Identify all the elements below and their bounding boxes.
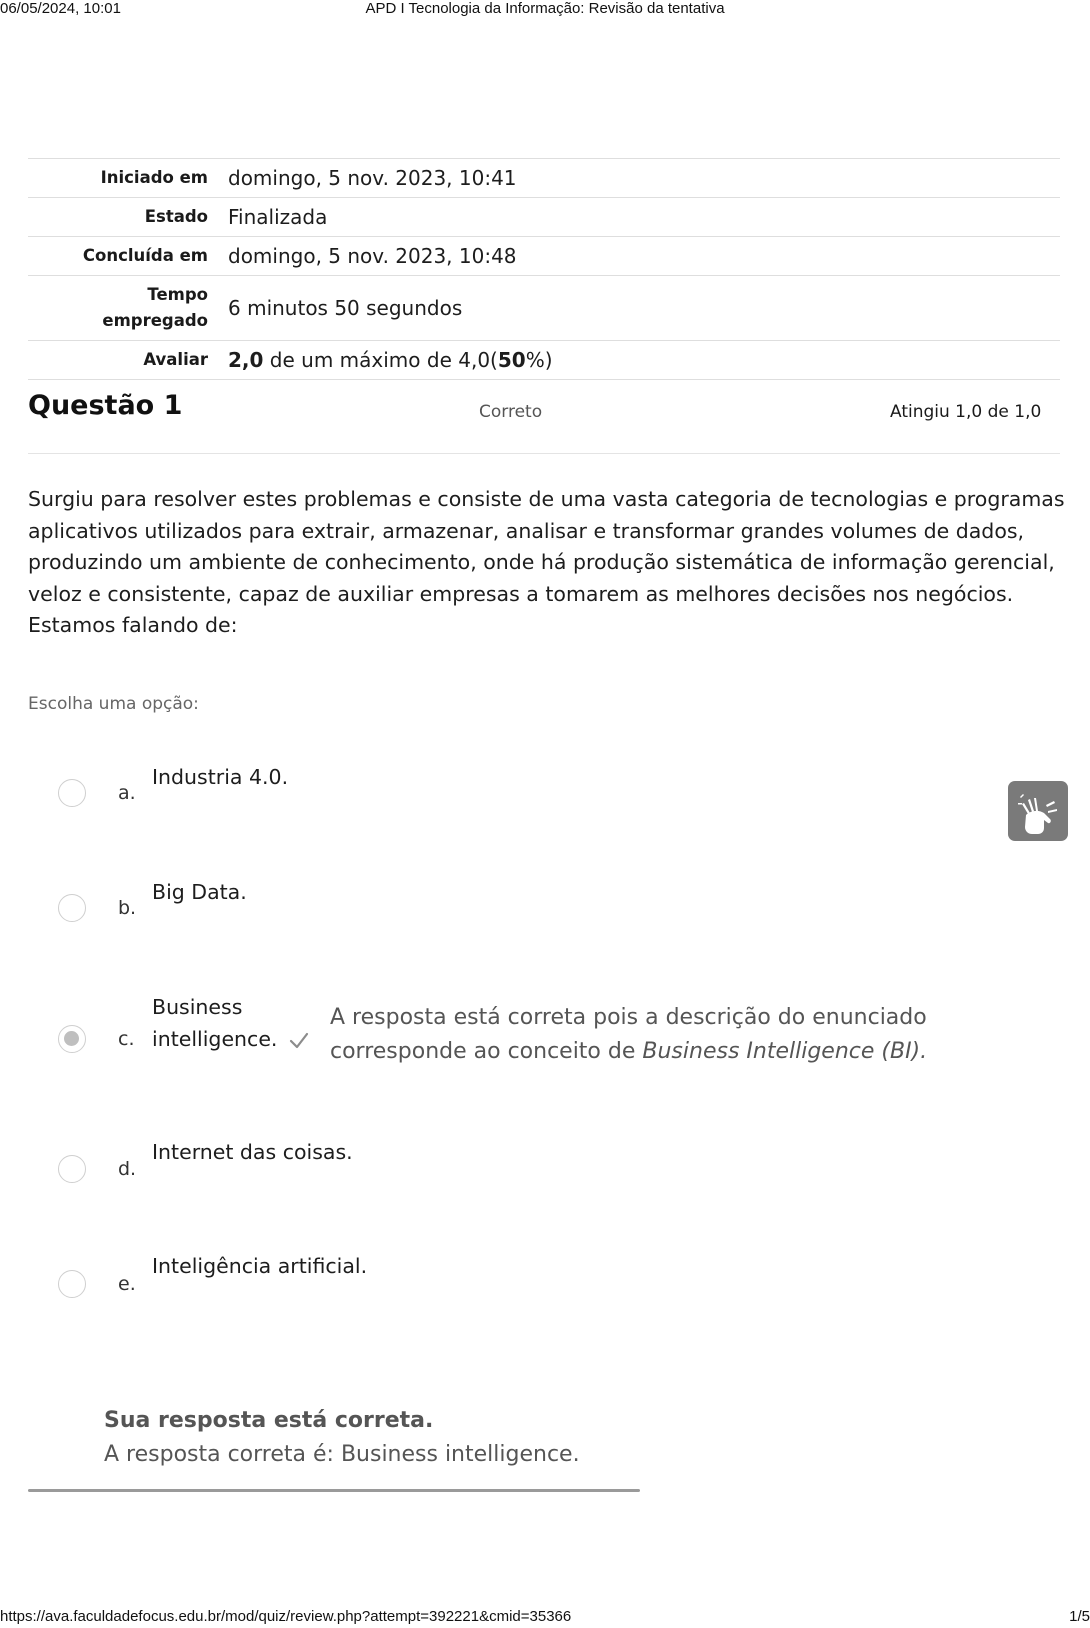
question-grade: Atingiu 1,0 de 1,0 <box>890 402 1042 422</box>
grade-label: Avaliar <box>143 350 208 369</box>
summary-row-started <box>28 159 1060 198</box>
time-label <box>28 276 216 341</box>
state-value: Finalizada <box>228 205 328 229</box>
option-d-letter: d. <box>118 1158 137 1180</box>
divider <box>28 453 1060 454</box>
radio-option-d[interactable] <box>58 1155 86 1183</box>
choose-option-prompt: Escolha uma opção: <box>28 694 199 714</box>
option-c-label <box>152 991 277 1055</box>
attempt-summary-table <box>28 158 1060 380</box>
check-icon <box>288 1030 310 1052</box>
answer-box-underline <box>28 1489 640 1492</box>
state-label: Estado <box>144 207 208 226</box>
print-datetime: 06/05/2024, 10:01 <box>0 0 121 17</box>
result-text: A resposta correta é: Business intelligence. <box>104 1442 580 1467</box>
result-title: Sua resposta está correta. <box>104 1408 434 1433</box>
feedback-line-2: corresponde ao conceito de <box>330 1039 643 1064</box>
feedback-line-1: A resposta está correta pois a descrição do enunciado <box>330 1005 927 1030</box>
started-value: domingo, 5 nov. 2023, 10:41 <box>228 166 517 190</box>
print-page: 1/5 <box>1069 1608 1090 1625</box>
option-e-letter: e. <box>118 1273 136 1295</box>
radio-option-b[interactable] <box>58 894 86 922</box>
radio-option-a[interactable] <box>58 779 86 807</box>
grade-score: 2,0 <box>228 348 264 372</box>
summary-row-time <box>28 276 1060 341</box>
print-header <box>0 0 1090 20</box>
print-title: APD I Tecnologia da Informação: Revisão da tentativa <box>365 0 725 17</box>
grade-end: %) <box>525 348 553 372</box>
summary-row-grade <box>28 341 1060 380</box>
question-text: Surgiu para resolver estes problemas e consiste de uma vasta categoria de tecnologias e programas aplicativos utilizados para extrair, armazenar, analisar e transformar grandes volumes de dados, produzindo um ambiente de conhecimento, onde há produção sistemática de informação gerencial, veloz e consistente, capaz de auxiliar empresas a tomarem as melhores decisões nos negócios. Estamos falando de: <box>28 487 1065 637</box>
option-b-label: Big Data. <box>152 880 247 904</box>
right-answer-box <box>28 1400 640 1492</box>
option-c-label-line-1: Business <box>152 995 243 1019</box>
print-footer <box>0 1608 1090 1628</box>
grade-percent: 50 <box>497 348 526 372</box>
sign-language-button[interactable] <box>1008 781 1068 841</box>
time-value: 6 minutos 50 segundos <box>228 296 463 320</box>
option-c-feedback <box>330 1001 1030 1069</box>
time-label-line-1: Tempo <box>147 285 208 304</box>
feedback-emphasis: Business Intelligence (BI). <box>642 1039 928 1064</box>
grade-middle: de um máximo de 4,0( <box>263 348 498 372</box>
radio-option-c[interactable] <box>58 1025 86 1053</box>
radio-option-e[interactable] <box>58 1270 86 1298</box>
option-b-letter: b. <box>118 897 137 919</box>
option-c-letter: c. <box>118 1028 135 1050</box>
question-title: Questão 1 <box>28 390 183 421</box>
completed-label: Concluída em <box>82 246 208 265</box>
grade-value <box>216 341 1060 380</box>
option-a-letter: a. <box>118 782 136 804</box>
print-url: https://ava.faculdadefocus.edu.br/mod/quiz/review.php?attempt=392221&cmid=35366 <box>0 1608 572 1625</box>
time-label-line-2: empregado <box>102 311 208 330</box>
sign-language-icon <box>1008 781 1068 841</box>
option-c-label-line-2: intelligence. <box>152 1027 278 1051</box>
summary-row-state <box>28 198 1060 237</box>
option-d-label: Internet das coisas. <box>152 1140 353 1164</box>
question-state: Correto <box>479 402 543 422</box>
option-a-label: Industria 4.0. <box>152 765 289 789</box>
completed-value: domingo, 5 nov. 2023, 10:48 <box>228 244 517 268</box>
option-e-label: Inteligência artificial. <box>152 1254 368 1278</box>
started-label: Iniciado em <box>100 168 208 187</box>
summary-row-completed <box>28 237 1060 276</box>
